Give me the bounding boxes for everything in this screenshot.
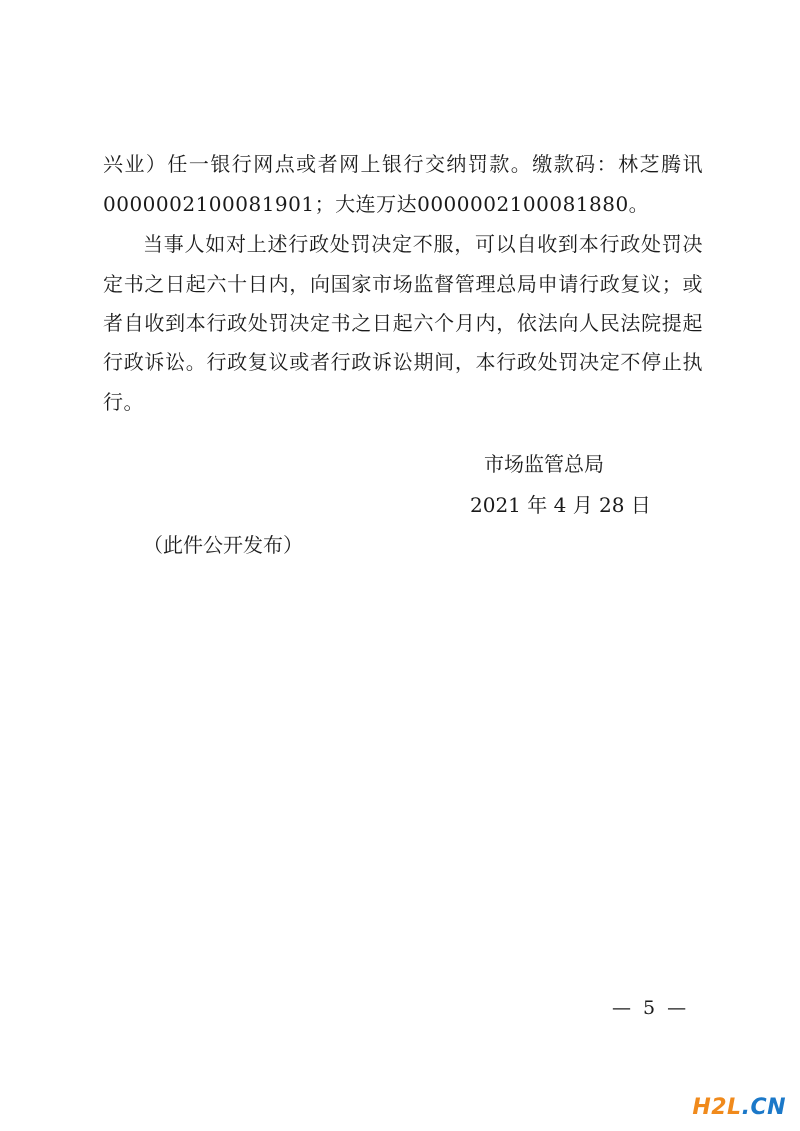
- watermark-suffix: CN: [750, 1095, 786, 1120]
- paragraph1-line2: 0000002100081901；大连万达0000002100081880。: [103, 192, 650, 216]
- paragraph2-line2: 定书之日起六十日内，向国家市场监督管理总局申请行政复议；或: [103, 272, 703, 296]
- paragraph2-line4: 行政诉讼。行政复议或者行政诉讼期间，本行政处罚决定不停止执: [103, 350, 703, 374]
- publication-note: （此件公开发布）: [143, 533, 303, 557]
- paragraph1-line1: 兴业）任一银行网点或者网上银行交纳罚款。缴款码：林芝腾讯: [103, 152, 703, 176]
- watermark-dot: .: [741, 1095, 751, 1120]
- page-number: — 5 —: [612, 997, 690, 1019]
- site-watermark-logo: [692, 1095, 786, 1121]
- issue-date: 2021 年 4 月 28 日: [470, 493, 651, 517]
- paragraph2-line5: 行。: [103, 390, 144, 414]
- paragraph2-line3: 者自收到本行政处罚决定书之日起六个月内，依法向人民法院提起: [103, 311, 703, 335]
- paragraph2-line1: 当事人如对上述行政处罚决定不服，可以自收到本行政处罚决: [143, 232, 703, 256]
- issuer-name: 市场监管总局: [484, 452, 604, 476]
- watermark-main: H2L: [692, 1095, 742, 1120]
